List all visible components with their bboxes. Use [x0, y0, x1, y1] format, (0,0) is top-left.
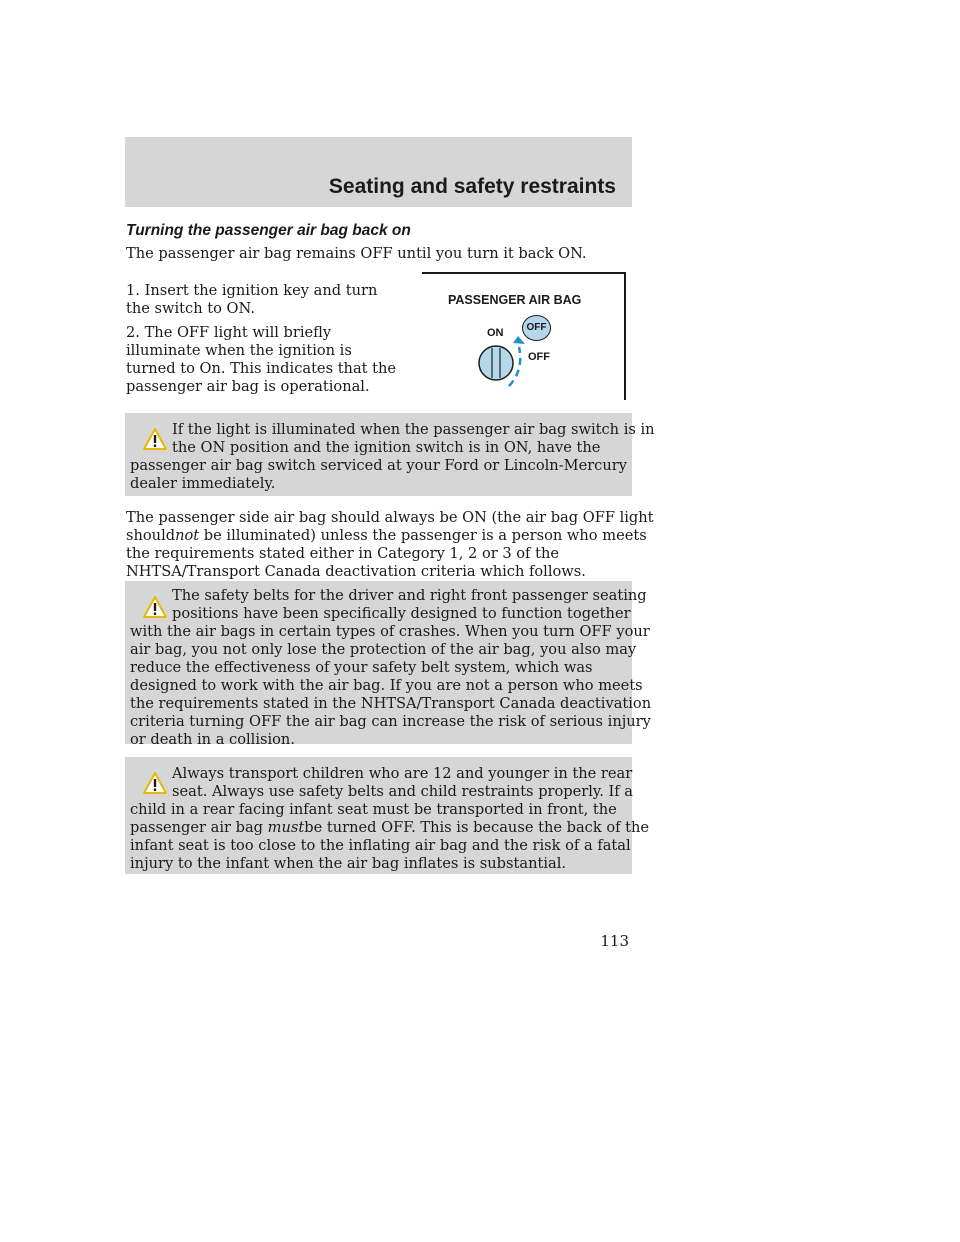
switch-drawing [422, 274, 626, 402]
warning-triangle-icon [143, 595, 167, 619]
warning-2-line-3: with the air bags in certain types of crashes. When you turn OFF your [130, 623, 650, 640]
warning-3-line-6: injury to the infant when the air bag inflates is substantial. [130, 855, 567, 872]
intro-text: The passenger air bag remains OFF until you turn it back ON. [126, 245, 587, 262]
warning-3-line-3: child in a rear facing infant seat must be transported in front, the [130, 801, 617, 818]
warning-3-line-1: Always transport children who are 12 and younger in the rear [172, 765, 633, 782]
step-2-line-2: illuminate when the ignition is [126, 342, 352, 359]
warning-triangle-icon [143, 771, 167, 795]
paragraph-line-4: NHTSA/Transport Canada deactivation criteria which follows. [126, 563, 586, 580]
warning-triangle-icon [143, 427, 167, 451]
off-indicator-lamp: OFF [522, 315, 551, 341]
paragraph-line-1: The passenger side air bag should always be ON (the air bag OFF light [126, 509, 654, 526]
warning-2-line-5: reduce the effectiveness of your safety belt system, which was [130, 659, 593, 676]
section-heading: Turning the passenger air bag back on [126, 222, 411, 239]
warning-box-1 [125, 413, 655, 496]
step-1-line-1: 1. Insert the ignition key and turn [126, 282, 378, 299]
warning-2-line-2: positions have been specifically designed to function together [172, 605, 631, 622]
warning-box-2 [125, 581, 652, 748]
warning-3-line-2: seat. Always use safety belts and child restraints properly. If a [172, 783, 634, 800]
paragraph-line-3: the requirements stated either in Category 1, 2 or 3 of the [126, 545, 559, 562]
figure-title: PASSENGER AIR BAG [448, 293, 582, 307]
warning-3-line-4: passenger air bag mustbe turned OFF. This is because the back of the [130, 819, 650, 836]
warning-2-line-9: or death in a collision. [130, 731, 295, 748]
warning-box-3 [125, 757, 650, 874]
step-2-line-1: 2. The OFF light will briefly [126, 324, 332, 341]
warning-1-line-1: If the light is illuminated when the passenger air bag switch is in [172, 421, 655, 438]
warning-1-line-3: passenger air bag switch serviced at your Ford or Lincoln-Mercury [130, 457, 627, 474]
warning-2-line-1: The safety belts for the driver and right front passenger seating [172, 587, 647, 604]
paragraph-line-2: shouldnot be illuminated) unless the passenger is a person who meets [126, 527, 647, 544]
page-number: 113 [600, 932, 629, 950]
figure-off-label: OFF [528, 351, 550, 363]
air-bag-switch-figure [422, 272, 626, 400]
figure-on-label: ON [487, 327, 504, 339]
step-2-line-3: turned to On. This indicates that the [126, 360, 397, 377]
chapter-title: Seating and safety restraints [328, 175, 616, 198]
warning-2-line-7: the requirements stated in the NHTSA/Transport Canada deactivation [130, 695, 652, 712]
rotary-switch-icon [479, 346, 513, 380]
warning-1-line-4: dealer immediately. [130, 475, 276, 492]
step-1-line-2: the switch to ON. [126, 300, 255, 317]
step-2-line-4: passenger air bag is operational. [126, 378, 370, 395]
warning-2-line-4: air bag, you not only lose the protection of the air bag, you also may [130, 641, 637, 658]
warning-3-line-5: infant seat is too close to the inflating air bag and the risk of a fatal [130, 837, 631, 854]
warning-2-line-6: designed to work with the air bag. If you are not a person who meets [130, 677, 643, 694]
warning-2-line-8: criteria turning OFF the air bag can increase the risk of serious injury [130, 713, 651, 730]
header-band [125, 137, 632, 207]
warning-1-line-2: the ON position and the ignition switch is in ON, have the [172, 439, 601, 456]
